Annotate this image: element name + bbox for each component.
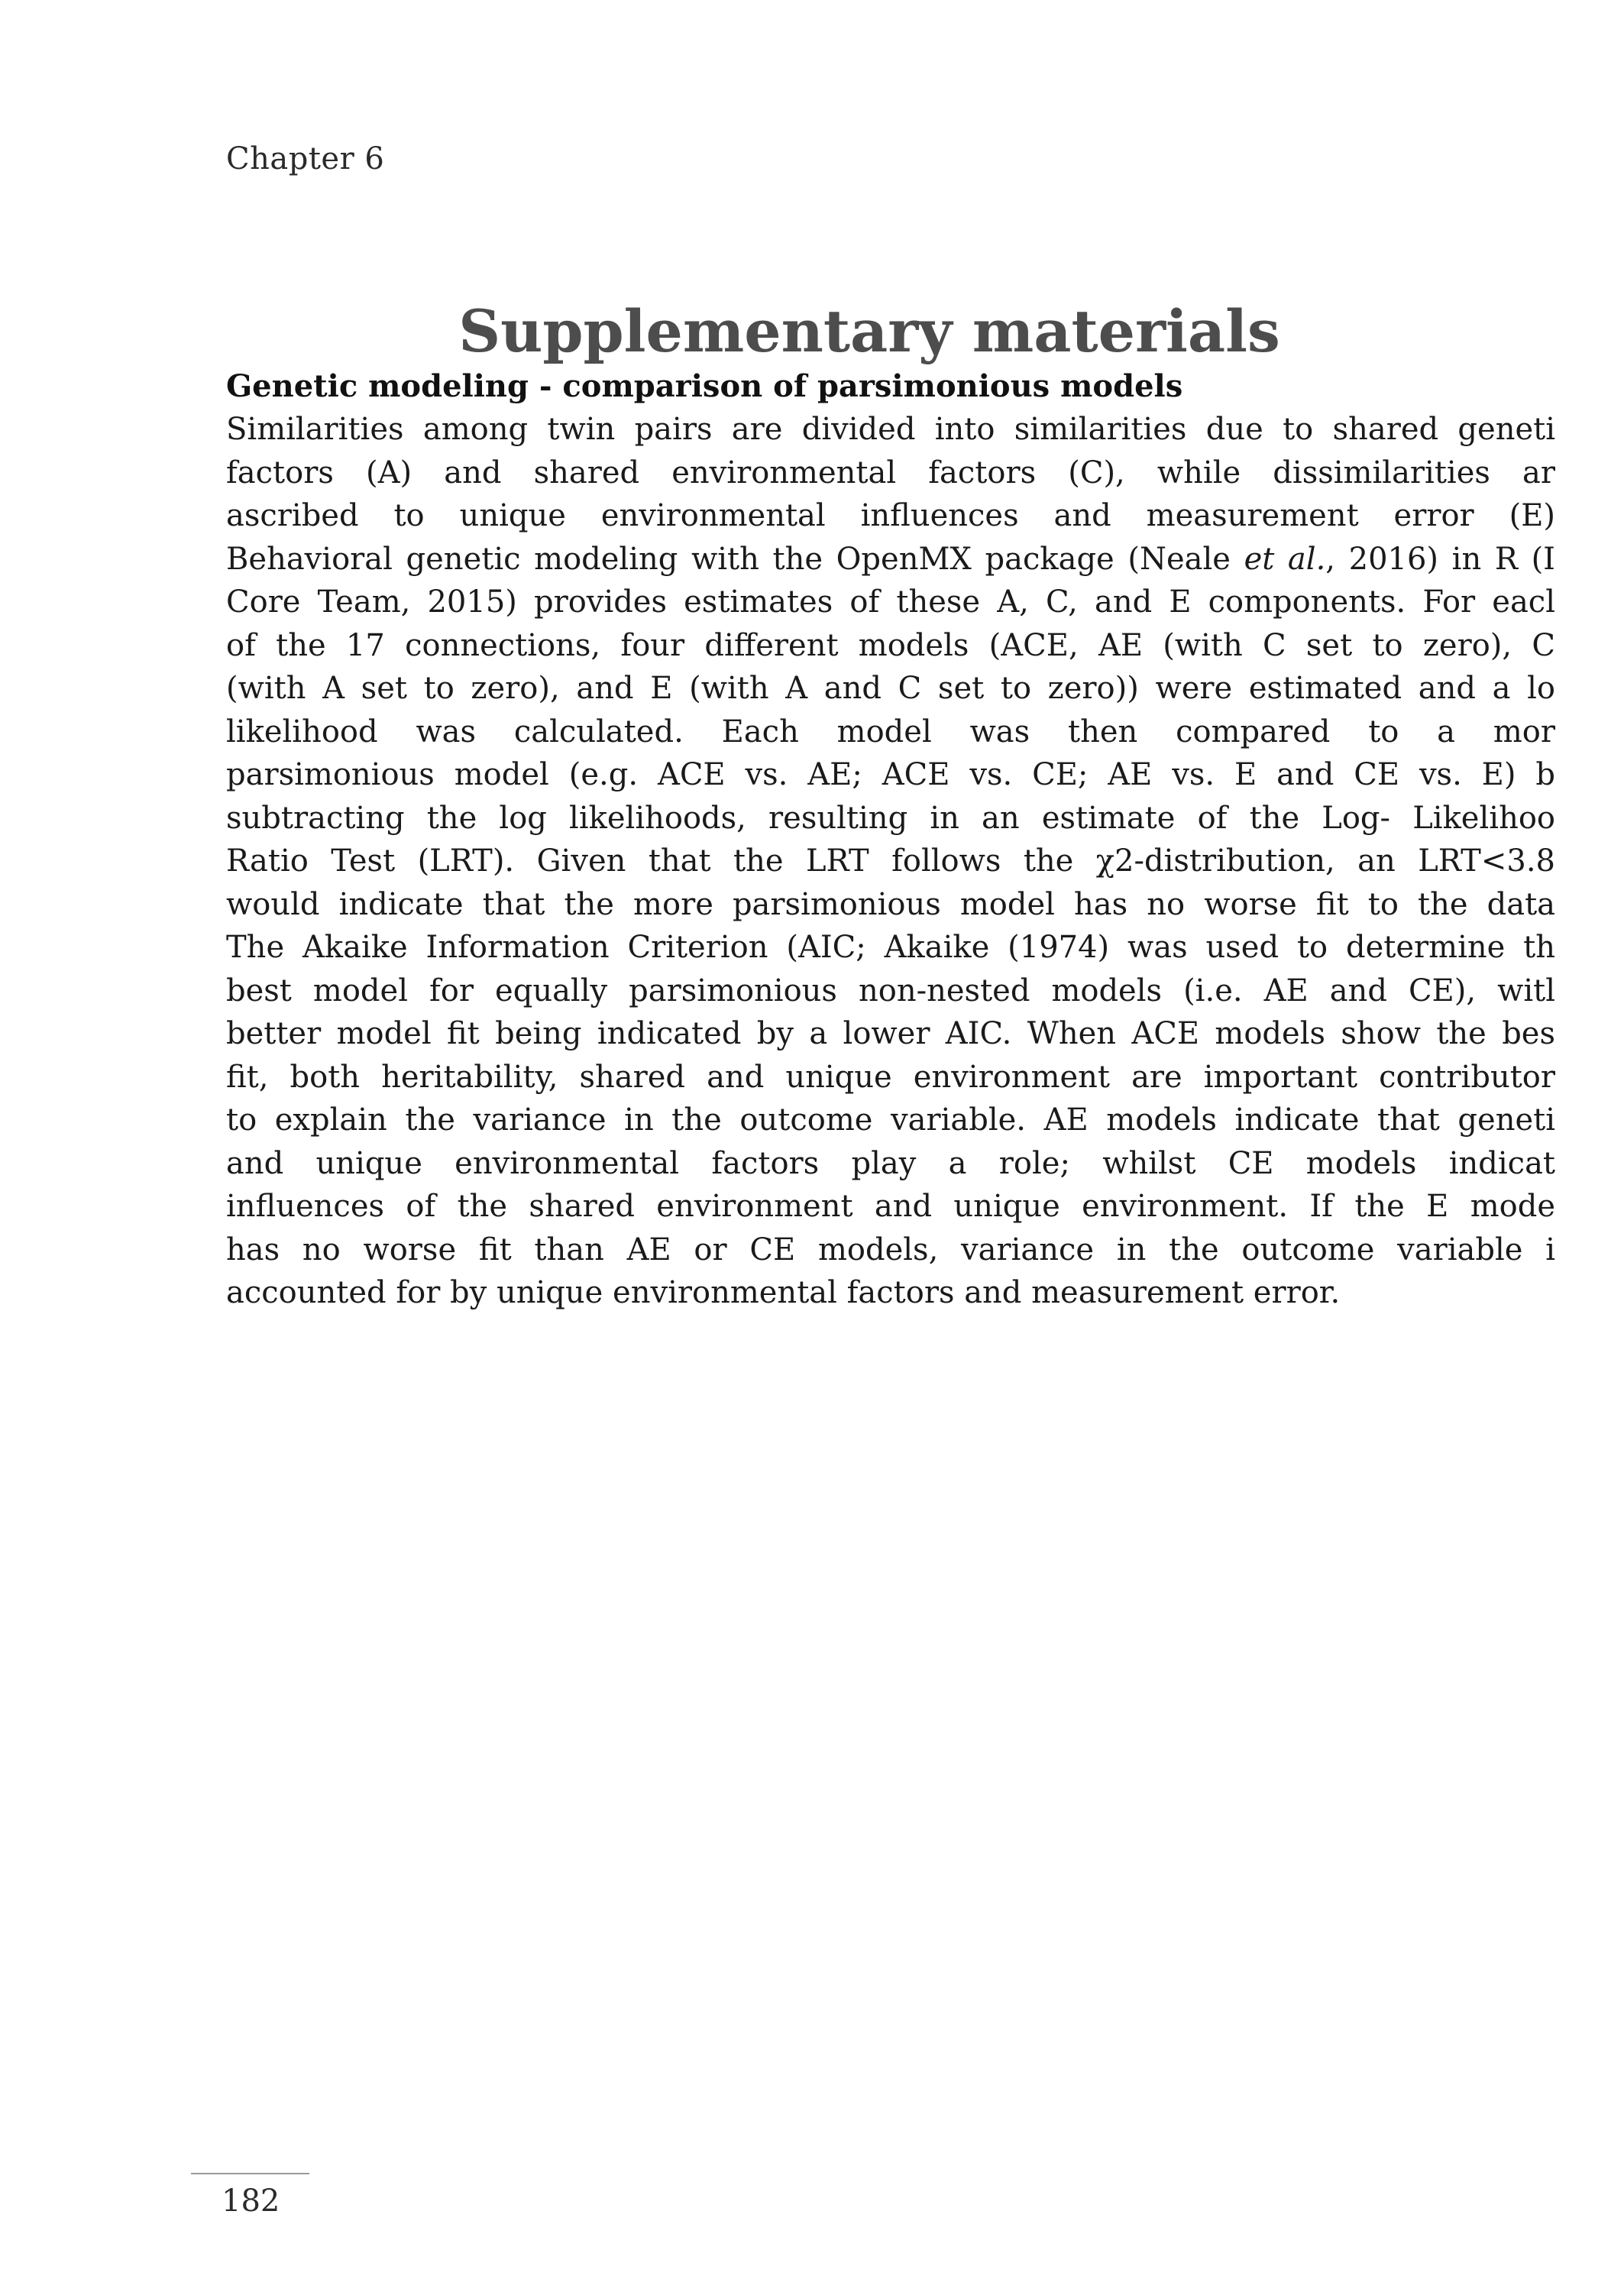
paragraph-line: would indicate that the more parsimonious model has no worse fit to the data — [226, 886, 1555, 922]
paragraph-line: of the 17 connections, four different models (ACE, AE (with C set to zero), C — [226, 627, 1555, 663]
line-text: , 2016) in R (I — [1325, 541, 1555, 577]
paragraph-line: best model for equally parsimonious non-nested models (i.e. AE and CE), witl — [226, 973, 1555, 1008]
paragraph-line: parsimonious model (e.g. ACE vs. AE; ACE vs. CE; AE vs. E and CE vs. E) b — [226, 757, 1555, 792]
paragraph-line: to explain the variance in the outcome variable. AE models indicate that geneti — [226, 1102, 1555, 1138]
paragraph-line: likelihood was calculated. Each model was then compared to a mor — [226, 714, 1555, 749]
paragraph-line: fit, both heritability, shared and unique environment are important contributor — [226, 1059, 1555, 1095]
paragraph-line: subtracting the log likelihoods, resulting in an estimate of the Log- Likelihoo — [226, 800, 1555, 836]
paragraph-line: influences of the shared environment and unique environment. If the E mode — [226, 1189, 1555, 1224]
page-title: Supplementary materials — [458, 296, 1280, 365]
paragraph-line: better model fit being indicated by a lower AIC. When ACE models show the bes — [226, 1016, 1555, 1051]
paragraph-line: Similarities among twin pairs are divided into similarities due to shared geneti — [226, 412, 1555, 447]
paragraph-line: The Akaike Information Criterion (AIC; Akaike (1974) was used to determine th — [226, 930, 1555, 965]
paragraph-line: ascribed to unique environmental influences and measurement error (E) — [226, 498, 1555, 533]
italic-citation: et al. — [1244, 541, 1326, 577]
section-heading: Genetic modeling - comparison of parsimonious models — [226, 368, 1183, 404]
paragraph-line: factors (A) and shared environmental factors (C), while dissimilarities ar — [226, 455, 1555, 490]
line-text: Behavioral genetic modeling with the OpenMX package (Neale — [226, 541, 1244, 577]
paragraph-line — [226, 538, 1555, 581]
page-number: 182 — [222, 2184, 280, 2219]
paragraph-line: (with A set to zero), and E (with A and C set to zero)) were estimated and a lo — [226, 671, 1555, 706]
paragraph-line: Ratio Test (LRT). Given that the LRT follows the χ2-distribution, an LRT<3.8 — [226, 843, 1555, 879]
paragraph-line: accounted for by unique environmental factors and measurement error. — [226, 1275, 1341, 1310]
body-paragraph — [226, 408, 1555, 1315]
footer-divider — [191, 2173, 309, 2174]
paragraph-line: and unique environmental factors play a role; whilst CE models indicat — [226, 1145, 1555, 1181]
paragraph-line: Core Team, 2015) provides estimates of these A, C, and E components. For eacl — [226, 584, 1555, 620]
paragraph-line: has no worse fit than AE or CE models, variance in the outcome variable i — [226, 1232, 1555, 1267]
main-content — [226, 365, 1624, 1328]
chapter-label: Chapter 6 — [226, 141, 385, 176]
